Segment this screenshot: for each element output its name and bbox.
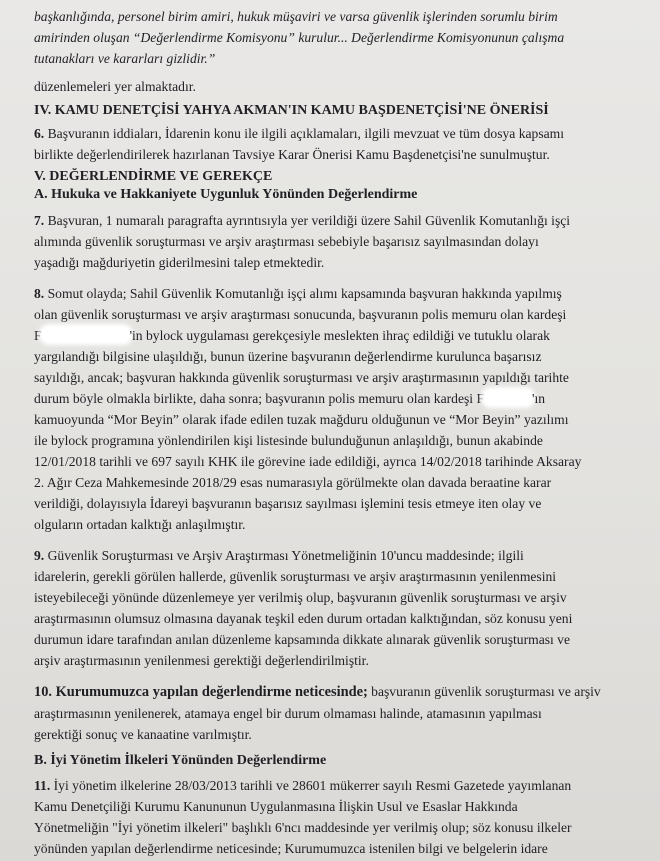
text-line: tutanakları ve kararları gizlidir.” xyxy=(34,51,216,66)
text-span: Somut olayda; Sahil Güvenlik Komutanlığı işçi alımı kapsamında başvuran hakkında yapılmış xyxy=(47,286,562,301)
section-heading-iv: IV. KAMU DENETÇİSİ YAHYA AKMAN'IN KAMU BAŞDENETÇİSİ'NE ÖNERİSİ xyxy=(34,103,549,118)
text-line: başkanlığında, personel birim amiri, hukuk müşaviri ve varsa güvenlik işlerinden sorumlu birim xyxy=(34,9,558,24)
text-span: İyi yönetim ilkelerine 28/03/2013 tarihli ve 28601 mükerrer sayılı Resmi Gazetede yayımlanan xyxy=(53,778,572,793)
text-line: olan güvenlik soruşturması ve arşiv araştırması sonucunda, başvuranın polis memuru olan kardeşi xyxy=(34,307,567,322)
text-span: 'ın xyxy=(532,391,546,406)
text-line xyxy=(34,283,646,304)
text-line: alımında güvenlik soruşturması ve arşiv araştırması sebebiyle başarısız sayılmasından dolayı xyxy=(34,234,539,249)
section-heading-v: V. DEĞERLENDİRME VE GEREKÇE xyxy=(34,169,273,184)
text-span: F xyxy=(34,328,42,343)
text-line xyxy=(34,123,646,144)
text-line: Yönetmeliğin "İyi yönetim ilkeleri" başlıklı 6'ncı maddesinde yer verilmiş olup; söz konusu ilkeler xyxy=(34,820,572,835)
intro-quote xyxy=(34,6,646,69)
text-span: Başvuranın iddiaları, İdarenin konu ile ilgili açıklamaları, ilgili mevzuat ve tüm dosya kapsamı xyxy=(47,126,565,141)
text-span: durum böyle olmakla birlikte, daha sonra; başvuranın polis memuru olan kardeşi F xyxy=(34,391,485,406)
text-line: gerektiği sonuç ve kanaatine varılmıştır. xyxy=(34,727,252,742)
paragraph-6 xyxy=(34,123,646,165)
redacted-name xyxy=(42,327,130,342)
paragraph-9 xyxy=(34,545,646,671)
paragraph-11 xyxy=(34,775,646,859)
paragraph-number: 8. xyxy=(34,286,45,301)
text-line: düzenlemeleri yer almaktadır. xyxy=(34,79,196,94)
text-line xyxy=(34,388,646,409)
text-line: arşiv araştırmasının yenilenmesi gerektiği değerlendirilmiştir. xyxy=(34,653,369,668)
text-line xyxy=(34,775,646,796)
text-line: idarelerin, gerekli görülen hallerde, güvenlik soruşturması ve arşiv araştırmasının yenilenmesini xyxy=(34,569,557,584)
text-line xyxy=(34,681,646,703)
text-line: amirinden oluşan “Değerlendirme Komisyonu” kurulur... Değerlendirme Komisyonunun çalışma xyxy=(34,30,565,45)
text-line xyxy=(34,210,646,231)
text-line: yönünden yapılan değerlendirme neticesinde; Kurumumuzca istenilen bilgi ve belgelerin idare xyxy=(34,841,548,856)
paragraph-8 xyxy=(34,283,646,535)
text-line: verildiği, dolayısıyla İdareyi başvuranın başarısız sayılması işlemini tesis etmeye iten olay ve xyxy=(34,496,542,511)
text-span: başvuranın güvenlik soruşturması ve arşiv xyxy=(367,684,601,699)
paragraph-number: 7. xyxy=(34,213,45,228)
text-line: kamuoyunda “Mor Beyin” olarak ifade edilen tuzak mağduru olduğunun ve “Mor Beyin” yazılımı xyxy=(34,412,569,427)
text-line: yaşadığı mağduriyetin giderilmesini talep etmektedir. xyxy=(34,255,325,270)
redacted-name xyxy=(484,390,532,405)
text-line: durumun idare tarafından anılan düzenleme kapsamında dikkate alınarak güvenlik soruşturması ve xyxy=(34,632,571,647)
text-line: Kamu Denetçiliği Kurumu Kanununun Uygulanmasına İlişkin Usul ve Esaslar Hakkında xyxy=(34,799,518,814)
paragraph-number: 9. xyxy=(34,548,45,563)
paragraph-number: 6. xyxy=(34,126,45,141)
text-line xyxy=(34,325,646,346)
paragraph-number: 11. xyxy=(34,778,51,793)
text-line: araştırmasının olumsuz olmasına dayanak teşkil eden durum ortadan kalktığından, söz konusu yeni xyxy=(34,611,573,626)
text-line: isteyebileceği yönünde düzenlemeye yer verilmiş olup, başvuranın güvenlik soruşturması ve arşiv xyxy=(34,590,567,605)
text-span: Başvuran, 1 numaralı paragrafta ayrıntısıyla yer verildiği üzere Sahil Güvenlik Komutanlığı işçi xyxy=(47,213,571,228)
text-line: sayıldığı, ancak; başvuran hakkında güvenlik soruşturması ve arşiv araştırmasının yapıldığı tarihte xyxy=(34,370,569,385)
paragraph-10-lead: 10. Kurumumuzca yapılan değerlendirme neticesinde; xyxy=(34,684,368,700)
paragraph-10 xyxy=(34,681,646,745)
text-line: ile bylock programına yönlendirilen kişi listesinde bulunduğunun anlaşıldığı, bunun akabinde xyxy=(34,433,543,448)
text-line: birlikte değerlendirilerek hazırlanan Tavsiye Karar Önerisi Kamu Başdenetçisi'ne sunulmuştur. xyxy=(34,147,550,162)
text-line: yargılandığı bilgisine ulaşıldığı, bunun üzerine başvuranın değerlendirme kurulunca başarısız xyxy=(34,349,542,364)
section-heading-a: A. Hukuka ve Hakkaniyete Uygunluk Yönünden Değerlendirme xyxy=(34,187,418,202)
text-line: araştırmasının yenilenerek, atamaya engel bir durum olmaması halinde, atamasının yapılması xyxy=(34,706,542,721)
text-line: 2. Ağır Ceza Mahkemesinde 2018/29 esas numarasıyla görülmekte olan davada beraatine karar xyxy=(34,475,552,490)
text-line xyxy=(34,545,646,566)
text-span: 'in bylock uygulaması gerekçesiyle meslekten ihraç edildiği ve tutuklu olarak xyxy=(129,328,550,343)
text-span: Güvenlik Soruşturması ve Arşiv Araştırması Yönetmeliğinin 10'uncu maddesinde; ilgili xyxy=(47,548,524,563)
paragraph-7 xyxy=(34,210,646,273)
text-line: 12/01/2018 tarihli ve 697 sayılı KHK ile görevine iade edildiği, ayrıca 14/02/2018 tarihinde Aksaray xyxy=(34,454,582,469)
text-line: olguların ortadan kalktığı anlaşılmıştır. xyxy=(34,517,246,532)
section-heading-b: B. İyi Yönetim İlkeleri Yönünden Değerlendirme xyxy=(34,753,327,768)
